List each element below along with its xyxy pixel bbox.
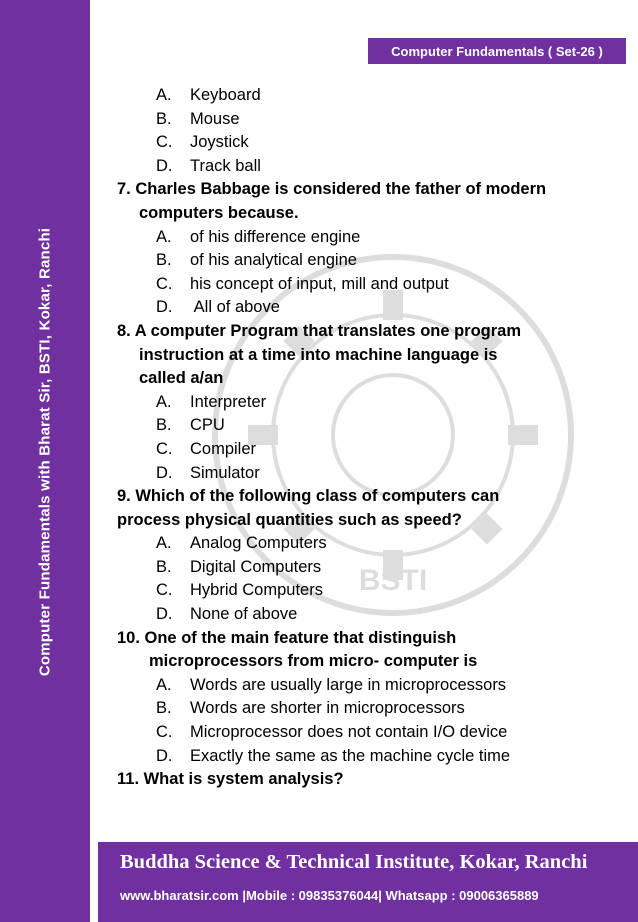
question-9: 9. Which of the following class of computers can process physical quantities such as speed? [117, 487, 500, 529]
option: A. Analog Computers [156, 534, 327, 553]
institute-name: Buddha Science & Technical Institute, Kokar, Ranchi [120, 851, 588, 873]
option: C. Microprocessor does not contain I/O device [156, 723, 508, 742]
sidebar [0, 0, 90, 922]
option: C. Compiler [156, 439, 257, 458]
option: B. CPU [156, 416, 225, 435]
question-11: 11. What is system analysis? [117, 770, 344, 789]
question-8: 8. A computer Program that translates one program instruction at a time into machine language is called a/an [117, 321, 522, 388]
option: A. Words are usually large in microprocessors [156, 675, 507, 694]
option: C. Joystick [156, 133, 249, 152]
question-list [117, 84, 617, 792]
option: B. Digital Computers [156, 557, 322, 576]
contact-info: www.bharatsir.com |Mobile : 09835376044| Whatsapp : 09006365889 [120, 888, 539, 903]
option: B. Words are shorter in microprocessors [156, 699, 465, 718]
option: D. All of above [156, 298, 280, 317]
option: A. Interpreter [156, 392, 267, 411]
option: B. of his analytical engine [156, 251, 357, 270]
option: D. Exactly the same as the machine cycle time [156, 746, 511, 765]
question-10: 10. One of the main feature that distinguish microprocessors from micro- computer is [117, 628, 478, 671]
option: C. his concept of input, mill and output [156, 274, 449, 293]
sidebar-title: Computer Fundamentals with Bharat Sir, BSTI, Kokar, Ranchi [36, 227, 54, 677]
set-badge: Computer Fundamentals ( Set-26 ) [368, 38, 626, 64]
option: A. of his difference engine [156, 227, 361, 246]
option: C. Hybrid Computers [156, 581, 323, 600]
option: D. None of above [156, 605, 298, 624]
question-7: 7. Charles Babbage is considered the father of modern computers because. [117, 180, 547, 222]
option: D. Simulator [156, 463, 260, 482]
option: B. Mouse [156, 109, 240, 128]
watermark-label: BSTI [358, 564, 428, 597]
footer [98, 842, 638, 922]
option: A. Keyboard [156, 86, 261, 104]
option: D. Track ball [156, 156, 261, 175]
